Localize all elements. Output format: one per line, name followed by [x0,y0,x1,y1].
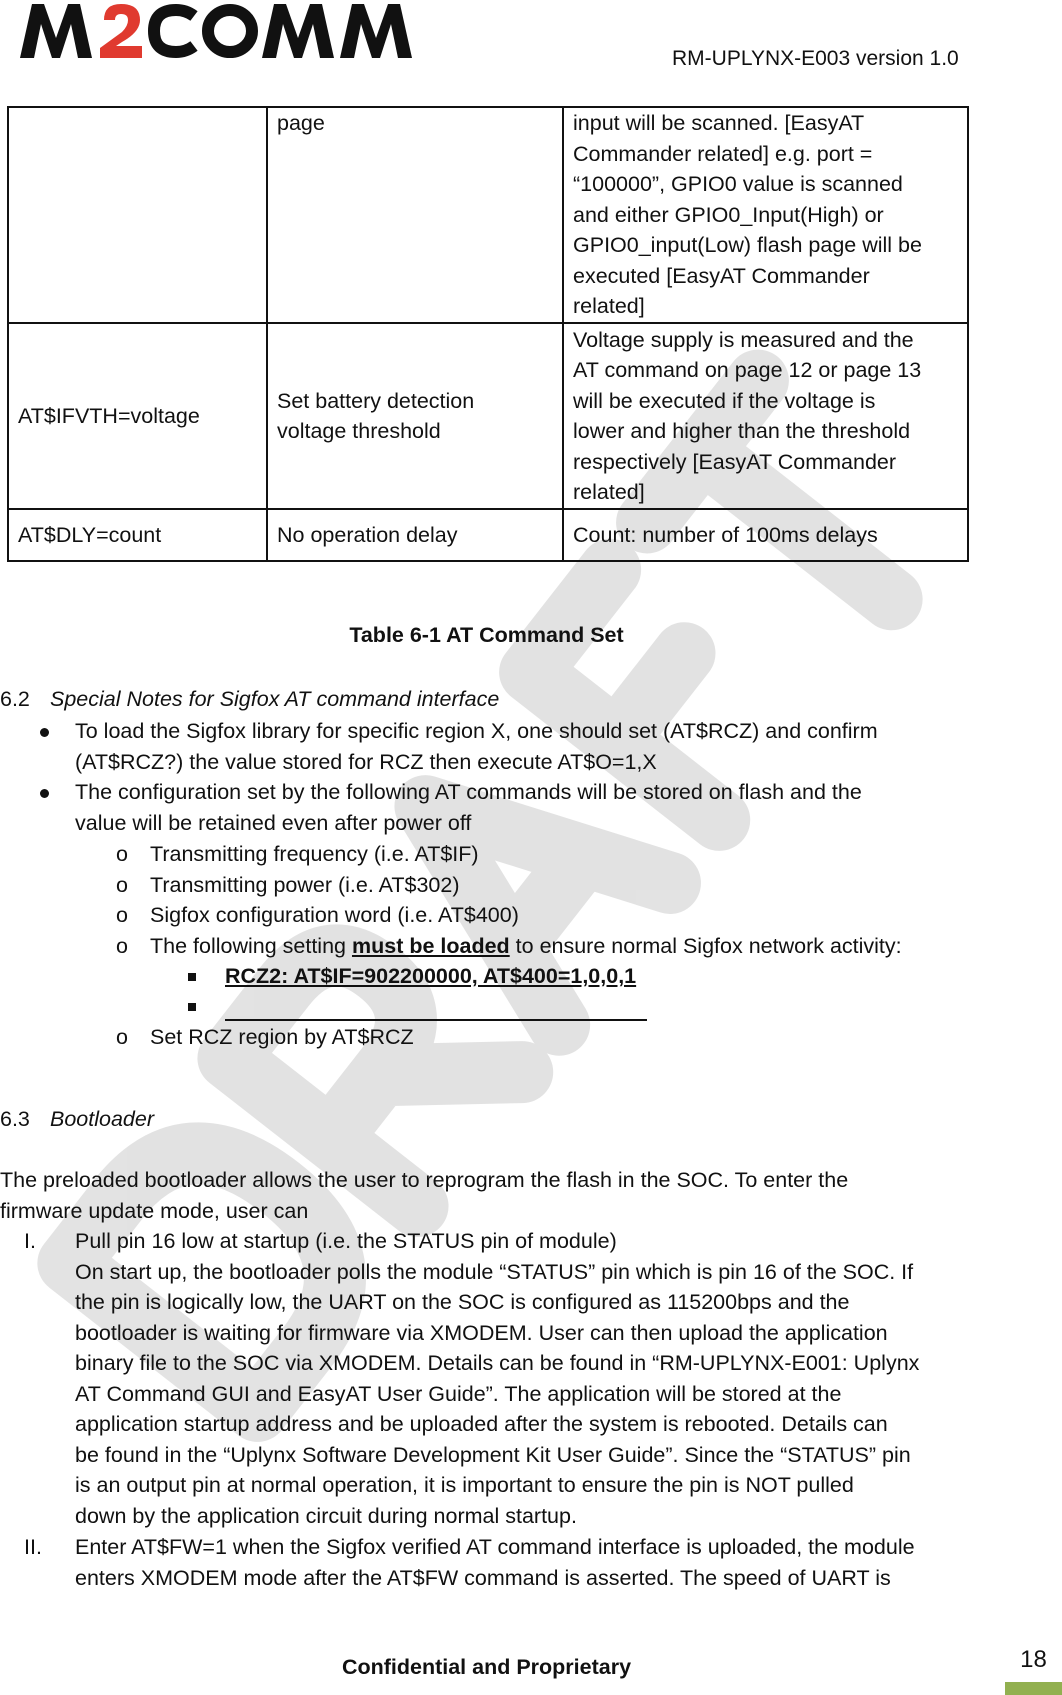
sub-bullet-icon: o [116,873,128,897]
sub-bullet-icon: o [116,1025,128,1049]
company-logo [18,2,426,60]
document-id: RM-UPLYNX-E003 version 1.0 [672,47,959,70]
list-item: Transmitting power (i.e. AT$302) [150,873,460,897]
list-item: Enter AT$FW=1 when the Sigfox verified AT command interface is uploaded, the module enters XMODEM mode after the AT$FW command is asserted. The speed of UART is [75,1535,915,1590]
table-row [8,323,968,509]
notes-cell: Voltage supply is measured and the AT command on page 12 or page 13 will be executed if the voltage is lower and higher than the threshold respectively [EasyAT Commander related] [563,323,968,509]
list-item: Pull pin 16 low at startup (i.e. the STATUS pin of module) On start up, the bootloader polls the module “STATUS” pin which is pin 16 of the SOC. If the pin is logically low, the UART on the SOC is configured as 115200bps and the bootloader is waiting for firmware via XMODEM. User can then upload the application binary file to the SOC via XMODEM. Details can be found in “RM-UPLYNX-E001: Uplynx AT Command GUI and EasyAT User Guide”. The application will be stored at the application startup address and be uploaded after the system is rebooted. Details can be found in the “Uplynx Software Development Kit User Guide”. Since the “STATUS” pin is an output pin at normal operation, it is important to ensure the pin is NOT pulled down by the application circuit during normal startup. [75,1229,920,1528]
sub-bullet-icon: o [116,903,128,927]
bullet-icon [40,728,49,737]
notes-cell: input will be scanned. [EasyAT Commander related] e.g. port = “100000”, GPIO0 value is scanned and either GPIO0_Input(High) or GPIO0_input(Low) flash page will be executed [EasyAT Commander related] [563,107,968,323]
list-item: Set RCZ region by AT$RCZ [150,1025,414,1049]
emphasis-text: must be loaded [351,934,510,958]
square-bullet-icon [188,973,196,981]
command-cell: AT$DLY=count [8,509,267,561]
page-number-bar [1005,1682,1062,1695]
footer-text: Confidential and Proprietary [341,1655,632,1679]
section-heading [0,1104,154,1135]
list-item: The following setting must be loaded to ensure normal Sigfox network activity: [150,934,902,958]
description-cell: No operation delay [267,509,563,561]
section-heading [0,684,499,715]
sub-bullet-icon: o [116,934,128,958]
table-caption: Table 6-1 AT Command Set [349,623,624,647]
command-cell: AT$IFVTH=voltage [8,323,267,509]
list-item: Sigfox configuration word (i.e. AT$400) [150,903,519,927]
section-number: 6.3 [0,1107,30,1131]
rcz2-setting: RCZ2: AT$IF=902200000, AT$400=1,0,0,1 [225,964,637,988]
list-marker: II. [24,1535,42,1559]
at-command-table [7,106,969,562]
list-marker: I. [24,1229,36,1253]
logo-text: M2COMM [18,2,23,3]
section-number: 6.2 [0,687,30,711]
bullet-paragraph: The configuration set by the following AT commands will be stored on flash and the value will be retained even after power off [75,780,862,835]
notes-cell: Count: number of 100ms delays [563,509,968,561]
section-title: Bootloader [50,1107,154,1131]
table-row [8,107,968,323]
section-title: Special Notes for Sigfox AT command interface [50,687,500,711]
bullet-paragraph: To load the Sigfox library for specific region X, one should set (AT$RCZ) and confirm (AT$RCZ?) the value stored for RCZ then execute AT$O=1,X [75,719,878,774]
bullet-icon [40,789,49,798]
intro-paragraph: The preloaded bootloader allows the user to reprogram the flash in the SOC. To enter the firmware update mode, user can [0,1168,849,1223]
sub-bullet-icon: o [116,842,128,866]
square-bullet-icon [188,1003,196,1011]
page-number: 18 [1020,1646,1047,1673]
description-cell: page [267,107,563,323]
command-cell [8,107,267,323]
blank-underline [225,1019,647,1021]
table-row [8,509,968,561]
list-item: Transmitting frequency (i.e. AT$IF) [150,842,479,866]
description-cell: Set battery detection voltage threshold [267,323,563,509]
